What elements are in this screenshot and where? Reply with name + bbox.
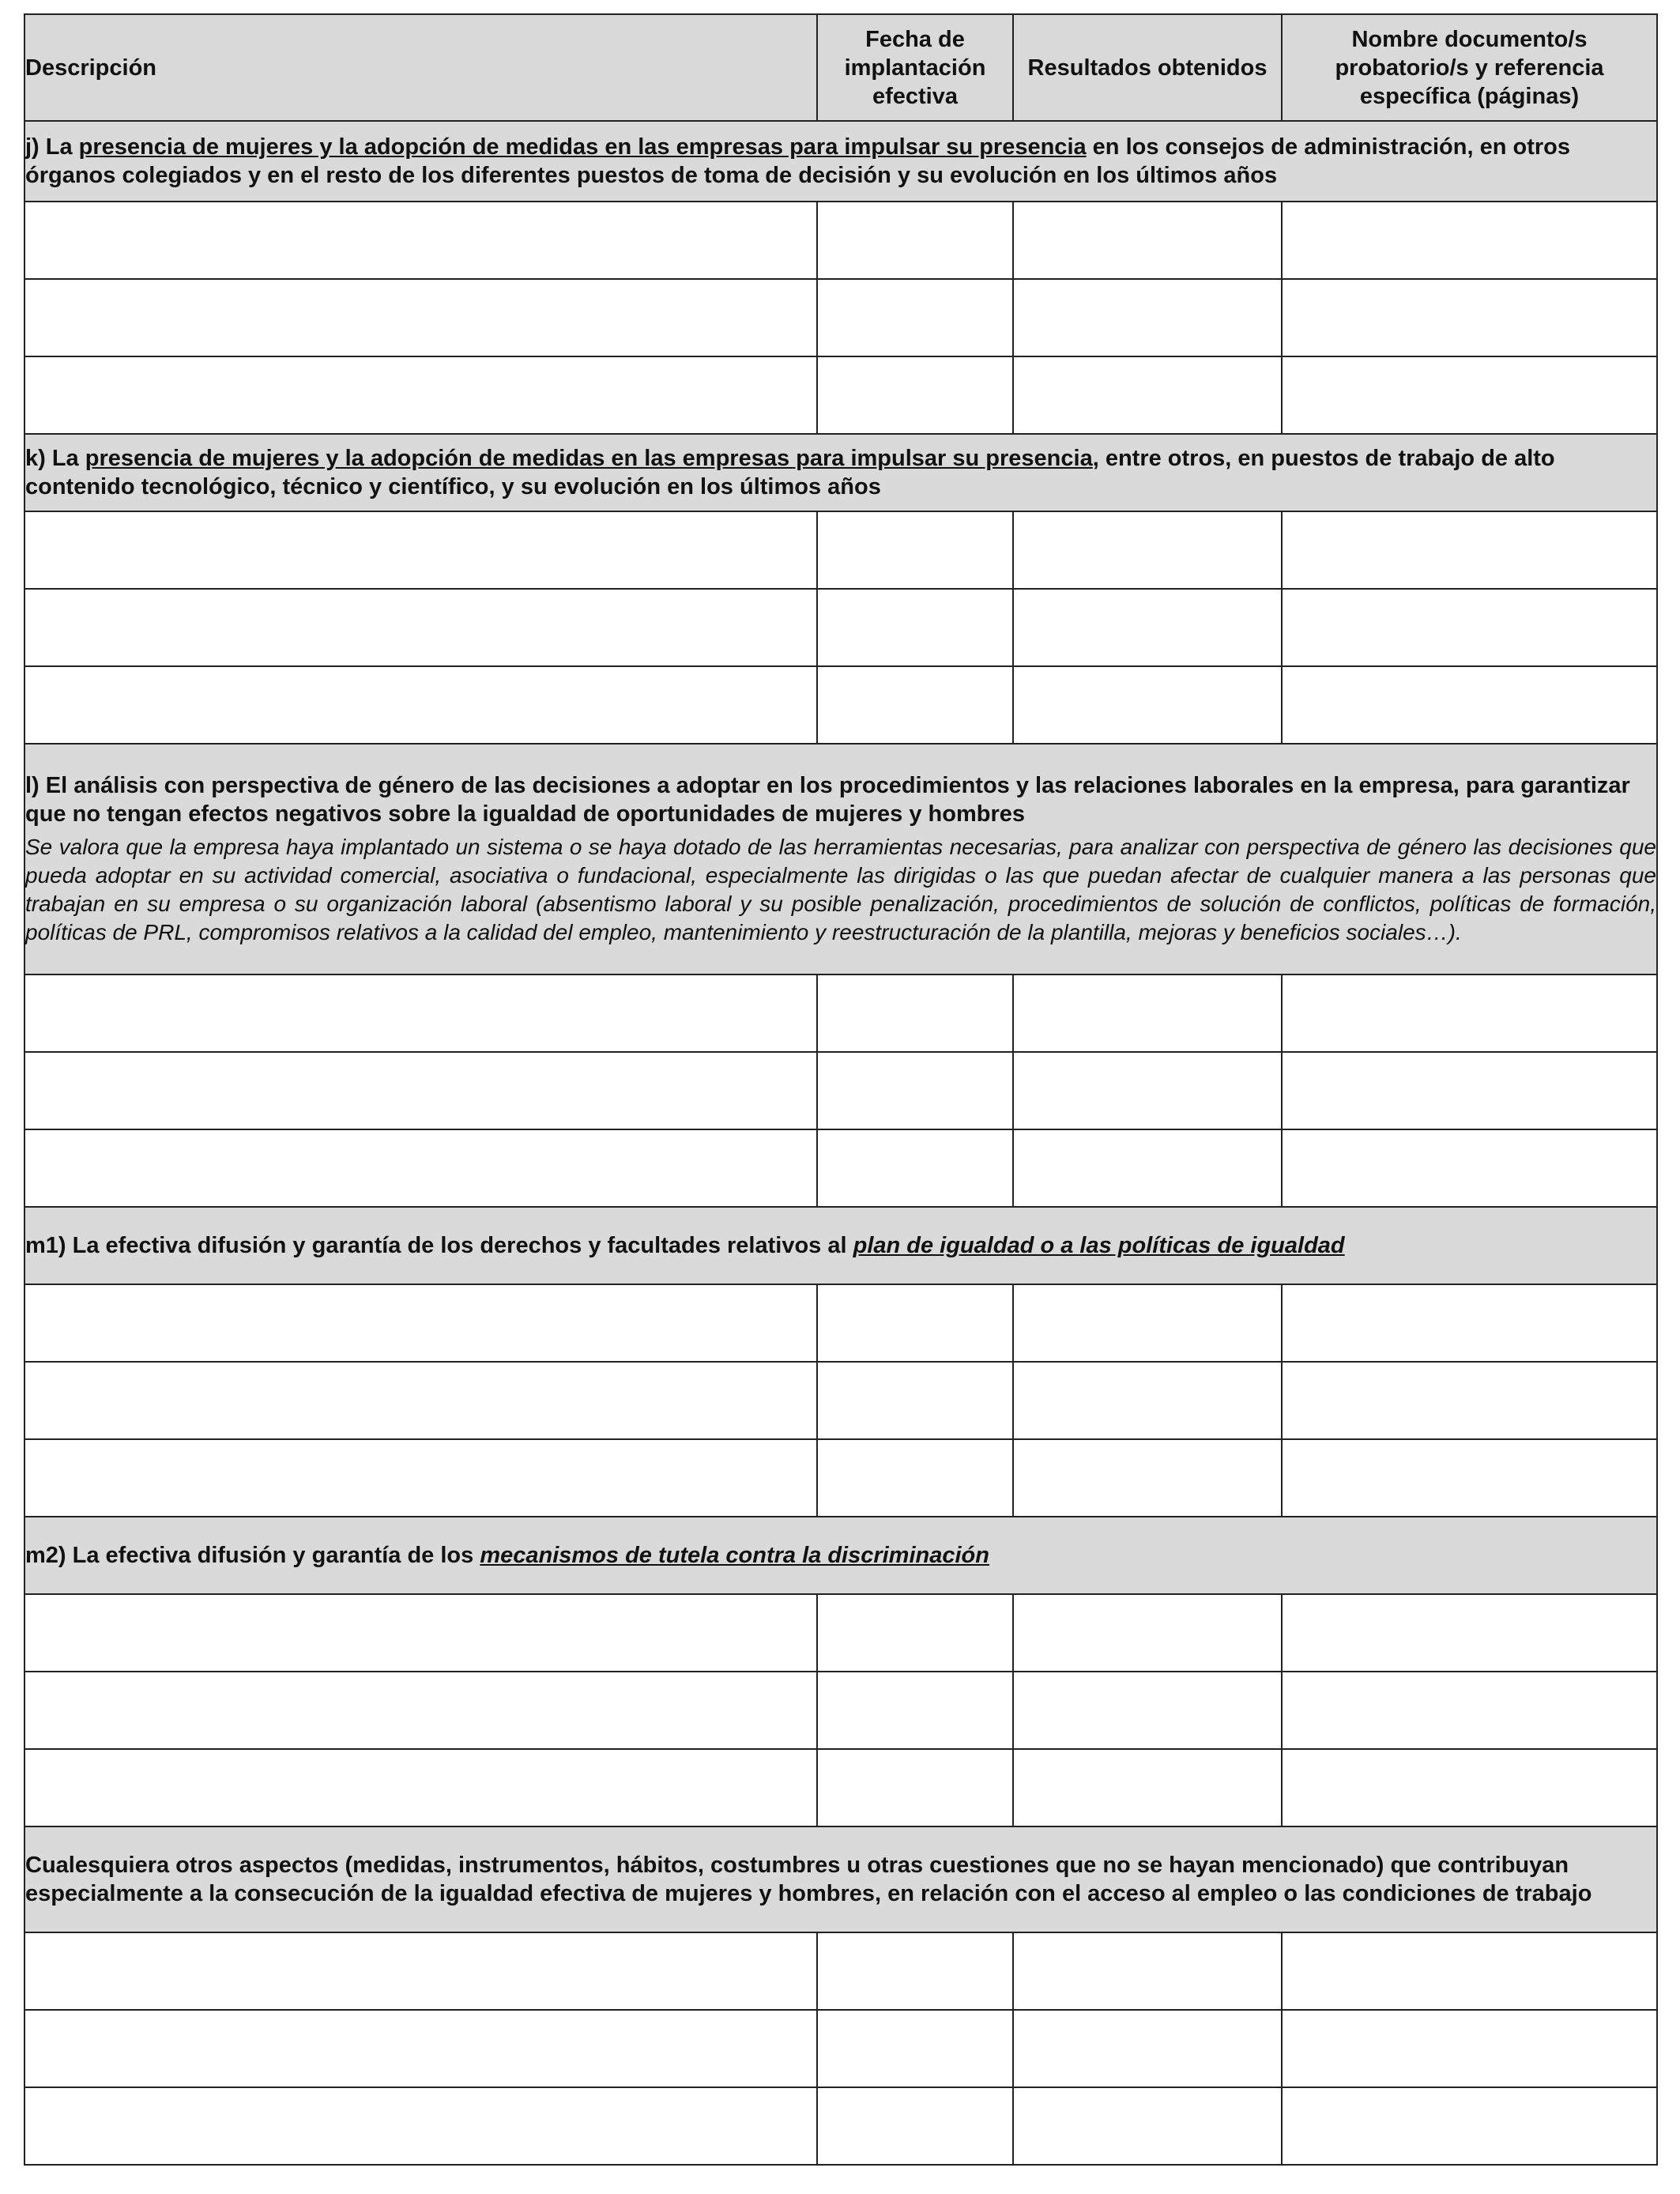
table-row (24, 589, 1657, 666)
section-k-suffix: , entre otros, en puestos de trabajo de alto contenido tecnológico, técnico y científico, y su evolución en los últimos años (25, 446, 1555, 499)
input-cell-results[interactable] (1013, 1439, 1282, 1517)
input-cell-description[interactable] (24, 1284, 817, 1362)
input-cell-description[interactable] (24, 202, 817, 279)
input-cell-results[interactable] (1013, 1594, 1282, 1672)
section-other-title: Cualesquiera otros aspectos (medidas, instrumentos, hábitos, costumbres u otras cuestiones que no se hayan mencionado) que contribuyan especialmente a la consecución de la igualdad efectiva de mujeres y hombres, en relación con el acceso al empleo o las condiciones de trabajo (25, 1853, 1592, 1906)
input-cell-document[interactable] (1282, 202, 1657, 279)
input-cell-results[interactable] (1013, 202, 1282, 279)
input-cell-results[interactable] (1013, 1932, 1282, 2010)
input-cell-results[interactable] (1013, 511, 1282, 589)
input-cell-document[interactable] (1282, 1439, 1657, 1517)
input-cell-date[interactable] (817, 974, 1013, 1052)
section-m1-underlined: plan de igualdad o a las políticas de igualdad (853, 1233, 1345, 1258)
section-m1-title (25, 1231, 1656, 1260)
input-cell-description[interactable] (24, 279, 817, 356)
section-m2-title (25, 1541, 1656, 1570)
section-l-note: Se valora que la empresa haya implantado un sistema o se haya dotado de las herramientas necesarias, para analizar con perspectiva de género las decisiones que pueda adoptar en su actividad comercial, asociativa o fundacional, especialmente las dirigidas o las que puedan afectar de cualquier manera a las personas que trabajan en su empresa o su organización laboral (absentismo laboral y su posible penalización, procedimientos de solución de conflictos, políticas de formación, políticas de PRL, compromisos relativos a la calidad del empleo, mantenimiento y reestructuración de la plantilla, mejoras y beneficios sociales…). (25, 835, 1656, 944)
table-row (24, 974, 1657, 1052)
input-cell-document[interactable] (1282, 589, 1657, 666)
table-row (24, 1284, 1657, 1362)
input-cell-description[interactable] (24, 666, 817, 744)
section-l-cell (24, 744, 1657, 974)
table-row (24, 1362, 1657, 1439)
input-cell-description[interactable] (24, 1129, 817, 1207)
section-k-cell (24, 434, 1657, 511)
input-cell-date[interactable] (817, 1439, 1013, 1517)
input-cell-date[interactable] (817, 1594, 1013, 1672)
input-cell-results[interactable] (1013, 1672, 1282, 1749)
table-row (24, 1129, 1657, 1207)
input-cell-date[interactable] (817, 1672, 1013, 1749)
section-m2-row (24, 1517, 1657, 1594)
table-row (24, 2087, 1657, 2165)
input-cell-results[interactable] (1013, 356, 1282, 434)
measures-table (24, 13, 1658, 2166)
input-cell-date[interactable] (817, 356, 1013, 434)
input-cell-description[interactable] (24, 1672, 817, 1749)
table-row (24, 279, 1657, 356)
input-cell-document[interactable] (1282, 1362, 1657, 1439)
input-cell-date[interactable] (817, 2010, 1013, 2087)
section-j-suffix: en los consejos de administración, en otros órganos colegiados y en el resto de los diferentes puestos de toma de decisión y su evolución en los últimos años (25, 134, 1570, 188)
input-cell-document[interactable] (1282, 1672, 1657, 1749)
input-cell-description[interactable] (24, 1594, 817, 1672)
input-cell-date[interactable] (817, 1362, 1013, 1439)
input-cell-document[interactable] (1282, 1284, 1657, 1362)
input-cell-description[interactable] (24, 589, 817, 666)
input-cell-document[interactable] (1282, 356, 1657, 434)
input-cell-description[interactable] (24, 974, 817, 1052)
section-j-row (24, 121, 1657, 202)
table-header-row (24, 14, 1657, 121)
input-cell-date[interactable] (817, 1129, 1013, 1207)
input-cell-document[interactable] (1282, 974, 1657, 1052)
section-m2-prefix: m2) La efectiva difusión y garantía de los (25, 1543, 480, 1568)
section-k-row (24, 434, 1657, 511)
table-row (24, 1594, 1657, 1672)
input-cell-description[interactable] (24, 1439, 817, 1517)
header-date: Fecha de implantación efectiva (817, 14, 1013, 121)
input-cell-results[interactable] (1013, 2087, 1282, 2165)
input-cell-date[interactable] (817, 1052, 1013, 1129)
input-cell-document[interactable] (1282, 2087, 1657, 2165)
table-row (24, 511, 1657, 589)
table-row (24, 202, 1657, 279)
section-m1-prefix: m1) La efectiva difusión y garantía de los derechos y facultades relativos al (25, 1233, 853, 1258)
input-cell-results[interactable] (1013, 2010, 1282, 2087)
input-cell-description[interactable] (24, 511, 817, 589)
table-row (24, 1932, 1657, 2010)
input-cell-description[interactable] (24, 1749, 817, 1826)
section-other-row (24, 1826, 1657, 1932)
input-cell-results[interactable] (1013, 1284, 1282, 1362)
input-cell-document[interactable] (1282, 666, 1657, 744)
section-j-cell (24, 121, 1657, 202)
header-results: Resultados obtenidos (1013, 14, 1282, 121)
section-j-prefix: j) La (25, 134, 79, 160)
section-m1-row (24, 1207, 1657, 1284)
input-cell-date[interactable] (817, 1749, 1013, 1826)
input-cell-description[interactable] (24, 1932, 817, 2010)
section-k-prefix: k) La (25, 446, 85, 471)
input-cell-document[interactable] (1282, 2010, 1657, 2087)
input-cell-results[interactable] (1013, 1362, 1282, 1439)
section-k-title (25, 444, 1656, 501)
input-cell-date[interactable] (817, 589, 1013, 666)
table-row (24, 1052, 1657, 1129)
section-m2-underlined: mecanismos de tutela contra la discriminación (480, 1543, 989, 1568)
input-cell-results[interactable] (1013, 974, 1282, 1052)
header-description: Descripción (24, 14, 817, 121)
section-other-cell (24, 1826, 1657, 1932)
input-cell-description[interactable] (24, 2087, 817, 2165)
input-cell-date[interactable] (817, 1932, 1013, 2010)
input-cell-document[interactable] (1282, 1594, 1657, 1672)
section-l-title: l) El análisis con perspectiva de género de las decisiones a adoptar en los procedimientos y las relaciones laborales en la empresa, para garantizar que no tengan efectos negativos sobre la igualdad de oportunidades de mujeres y hombres (25, 773, 1630, 827)
section-m2-cell (24, 1517, 1657, 1594)
input-cell-results[interactable] (1013, 1129, 1282, 1207)
input-cell-description[interactable] (24, 356, 817, 434)
input-cell-results[interactable] (1013, 279, 1282, 356)
input-cell-description[interactable] (24, 1052, 817, 1129)
input-cell-date[interactable] (817, 279, 1013, 356)
input-cell-document[interactable] (1282, 279, 1657, 356)
section-j-underlined: presencia de mujeres y la adopción de medidas en las empresas para impulsar su presencia (78, 134, 1087, 160)
input-cell-results[interactable] (1013, 1052, 1282, 1129)
input-cell-date[interactable] (817, 511, 1013, 589)
input-cell-date[interactable] (817, 202, 1013, 279)
input-cell-date[interactable] (817, 1284, 1013, 1362)
input-cell-description[interactable] (24, 2010, 817, 2087)
input-cell-description[interactable] (24, 1362, 817, 1439)
input-cell-document[interactable] (1282, 511, 1657, 589)
section-j-title (25, 133, 1656, 190)
table-row (24, 1749, 1657, 1826)
section-k-underlined: presencia de mujeres y la adopción de medidas en las empresas para impulsar su presencia (85, 446, 1093, 471)
table-row (24, 356, 1657, 434)
table-row (24, 1672, 1657, 1749)
input-cell-results[interactable] (1013, 666, 1282, 744)
input-cell-date[interactable] (817, 2087, 1013, 2165)
input-cell-document[interactable] (1282, 1129, 1657, 1207)
table-row (24, 1439, 1657, 1517)
header-document: Nombre documento/s probatorio/s y referencia específica (páginas) (1282, 14, 1657, 121)
input-cell-date[interactable] (817, 666, 1013, 744)
table-row (24, 666, 1657, 744)
table-row (24, 2010, 1657, 2087)
input-cell-results[interactable] (1013, 1749, 1282, 1826)
input-cell-document[interactable] (1282, 1932, 1657, 2010)
section-l-row (24, 744, 1657, 974)
section-m1-cell (24, 1207, 1657, 1284)
input-cell-document[interactable] (1282, 1052, 1657, 1129)
input-cell-results[interactable] (1013, 589, 1282, 666)
input-cell-document[interactable] (1282, 1749, 1657, 1826)
